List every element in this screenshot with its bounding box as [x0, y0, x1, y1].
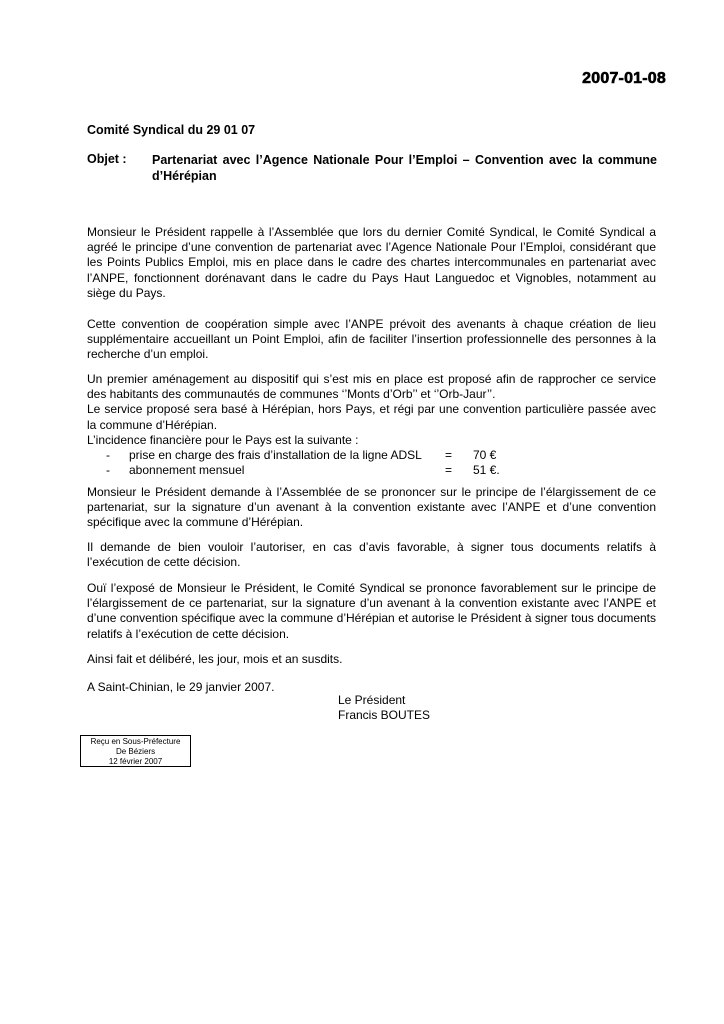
fee-item: [87, 463, 656, 478]
stamp-line: 12 février 2007: [108, 756, 163, 766]
signature-block: [338, 693, 430, 723]
signature-name: Francis BOUTES: [338, 708, 431, 723]
fee-label: abonnement mensuel: [129, 463, 245, 478]
fee-equals: =: [445, 463, 453, 478]
meeting-title: Comité Syndical du 29 01 07: [87, 123, 256, 137]
fee-item: [87, 448, 656, 463]
fee-dash: -: [106, 463, 110, 478]
fee-dash: -: [106, 448, 110, 463]
financial-impact-intro: L’incidence financière pour le Pays est la suivante :: [87, 432, 359, 447]
signature-role: Le Président: [338, 693, 406, 707]
subject-label: Objet :: [87, 152, 127, 166]
fee-equals: =: [445, 448, 453, 463]
stamp-line: De Béziers: [115, 746, 156, 756]
fees-list: [87, 448, 656, 478]
receipt-stamp: [80, 735, 191, 767]
fee-amount: 70 €: [473, 448, 497, 463]
paragraph-convention: Cette convention de coopération simple avec l’ANPE prévoit des avenants à chaque création de lieu supplémentaire accueillant un Point Emploi, afin de faciliter l’insertion professionnelle des personnes à la recherche d’un emploi.: [87, 317, 656, 362]
stamp-line: Reçu en Sous-Préfecture: [90, 737, 181, 746]
paragraph-request: Monsieur le Président demande à l’Assemblée de se prononcer sur le principe de l’élargissement de ce partenariat, sur la signature d’un avenant à la convention existante avec l’ANPE et d’une convention spécifique avec la commune d’Hérépian.: [87, 485, 656, 530]
document-date: 2007-01-08: [582, 70, 666, 87]
paragraph-recall: Monsieur le Président rappelle à l’Assemblée que lors du dernier Comité Syndical, le Comité Syndical a agréé le principe d’une convention de partenariat avec l’Agence Nationale Pour l’Emploi, considérant que les Points Publics Emploi, mis en place dans le cadre des chartes intercommunales en partenariat avec l’ANPE, fonctionnent dorénavant dans le cadre du Pays Haut Languedoc et Vignobles, notamment au siège du Pays.: [87, 225, 656, 300]
paragraph-closing: Ainsi fait et délibéré, les jour, mois et an susdits.: [87, 652, 343, 666]
subject-block: [87, 152, 657, 184]
arrangement-line: Un premier aménagement au dispositif qui s’est mis en place est proposé afin de rapprocher ce service des habitants des communautés de communes ‘’Monts d’Orb’’ et ‘’Orb-Jaur’’.: [87, 372, 656, 402]
paragraph-decision: Ouï l’exposé de Monsieur le Président, le Comité Syndical se prononce favorablement sur le principe de l’élargissement de ce partenariat, sur la signature d’un avenant à la convention existante avec l’ANPE et d’une convention spécifique avec la commune d’Hérépian et autorise le Président à signer tous documents relatifs à l’exécution de cette décision.: [87, 581, 656, 641]
paragraph-arrangement: [87, 372, 656, 478]
subject-text: Partenariat avec l’Agence Nationale Pour l’Emploi – Convention avec la commune d’Hérépian: [152, 153, 657, 183]
fee-amount: 51 €.: [473, 463, 500, 478]
paragraph-authorization: Il demande de bien vouloir l’autoriser, en cas d’avis favorable, à signer tous documents relatifs à l’exécution de cette décision.: [87, 540, 656, 570]
place-and-date: A Saint-Chinian, le 29 janvier 2007.: [87, 680, 275, 694]
arrangement-line: Le service proposé sera basé à Hérépian, hors Pays, et régi par une convention particulière passée avec la commune d’Hérépian.: [87, 402, 656, 432]
fee-label: prise en charge des frais d’installation de la ligne ADSL: [129, 448, 422, 463]
